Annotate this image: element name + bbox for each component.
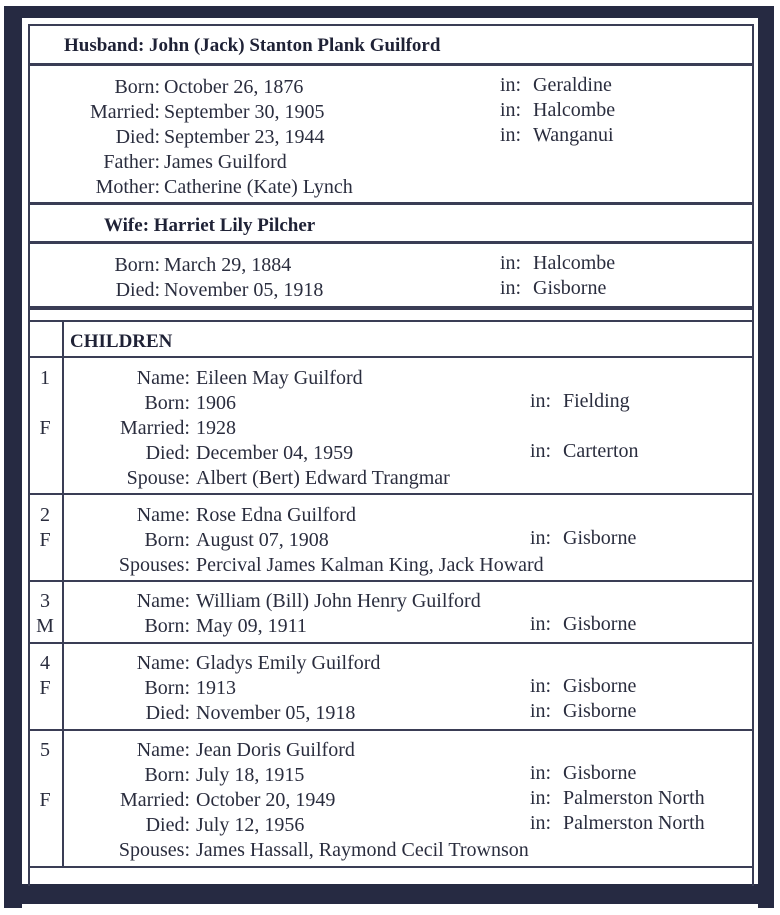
field-value: 1906 [196, 392, 236, 414]
place-value: Halcombe [533, 252, 616, 274]
husband-heading-label: Husband: [64, 35, 145, 56]
field-label: Died: [145, 442, 190, 464]
husband-heading [64, 34, 440, 58]
field-label: Spouse: [126, 467, 190, 489]
child-sex: F [39, 677, 51, 699]
child-number: 2 [40, 504, 50, 526]
place-value: Wanganui [533, 124, 614, 146]
child-sex: F [39, 417, 51, 439]
field-value: James Hassall, Raymond Cecil Trownson [196, 839, 529, 861]
field-value: William (Bill) John Henry Guilford [196, 590, 481, 612]
field-label: Mother: [95, 176, 160, 198]
field-label: Spouses: [118, 839, 190, 861]
child-number: 3 [40, 590, 50, 612]
field-label: Born: [144, 615, 190, 637]
field-label: Born: [144, 392, 190, 414]
field-label: Born: [144, 677, 190, 699]
rule-child-2-end [28, 580, 754, 582]
field-label: Name: [136, 652, 190, 674]
place-label: in: [530, 700, 552, 722]
place-label: in: [530, 675, 552, 697]
field-value: Rose Edna Guilford [196, 504, 356, 526]
place-value: Geraldine [533, 74, 612, 96]
place-value: Gisborne [563, 527, 637, 549]
rule-top [28, 24, 754, 26]
field-value: November 05, 1918 [164, 279, 324, 301]
field-label: Died: [115, 279, 160, 301]
place-value: Gisborne [563, 762, 637, 784]
field-label: Spouses: [118, 554, 190, 576]
place-label: in: [500, 99, 522, 121]
field-value: Jean Doris Guilford [196, 739, 355, 761]
place-label: in: [500, 277, 522, 299]
place-label: in: [530, 812, 552, 834]
frame-bottom-bar [22, 884, 758, 904]
field-value: 1913 [196, 677, 236, 699]
place-label: in: [500, 124, 522, 146]
wife-heading [104, 214, 315, 238]
field-label: Married: [120, 417, 190, 439]
place-value: Carterton [563, 440, 639, 462]
field-label: Married: [90, 101, 160, 123]
field-value: September 23, 1944 [164, 126, 325, 148]
field-label: Name: [136, 739, 190, 761]
place-label: in: [530, 762, 552, 784]
place-value: Gisborne [563, 700, 637, 722]
husband-name: John (Jack) Stanton Plank Guilford [149, 35, 441, 56]
child-sex: F [39, 789, 51, 811]
place-value: Halcombe [533, 99, 616, 121]
field-label: Died: [115, 126, 160, 148]
child-sex: F [39, 529, 51, 551]
place-value: Palmerston North [563, 812, 705, 834]
field-label: Born: [144, 764, 190, 786]
field-value: August 07, 1908 [196, 529, 329, 551]
place-value: Gisborne [533, 277, 607, 299]
frame-top-bar [22, 6, 758, 18]
place-label: in: [530, 787, 552, 809]
rule-husband-end [28, 202, 754, 205]
field-value: November 05, 1918 [196, 702, 356, 724]
field-value: December 04, 1959 [196, 442, 354, 464]
place-label: in: [500, 74, 522, 96]
place-label: in: [530, 390, 552, 412]
rule-child-3-end [28, 642, 754, 644]
wife-name: Harriet Lily Pilcher [153, 215, 316, 236]
inner-right-border [752, 24, 754, 886]
place-value: Palmerston North [563, 787, 705, 809]
place-label: in: [530, 440, 552, 462]
field-value: October 20, 1949 [196, 789, 336, 811]
field-label: Died: [145, 702, 190, 724]
rule-children-top [28, 320, 754, 322]
frame-right-bar [758, 6, 774, 908]
field-value: May 09, 1911 [196, 615, 307, 637]
child-number: 4 [40, 652, 50, 674]
child-number: 5 [40, 739, 50, 761]
field-value: 1928 [196, 417, 236, 439]
field-label: Died: [145, 814, 190, 836]
place-label: in: [530, 613, 552, 635]
place-label: in: [530, 527, 552, 549]
field-label: Name: [136, 504, 190, 526]
rule-wife-end [28, 306, 754, 310]
field-label: Born: [114, 76, 160, 98]
field-value: October 26, 1876 [164, 76, 304, 98]
field-value: Percival James Kalman King, Jack Howard [196, 554, 544, 576]
rule-children-end [28, 866, 754, 868]
field-value: Eileen May Guilford [196, 367, 363, 389]
place-value: Gisborne [563, 675, 637, 697]
field-value: September 30, 1905 [164, 101, 325, 123]
field-label: Born: [144, 529, 190, 551]
place-value: Gisborne [563, 613, 637, 635]
field-value: James Guilford [164, 151, 287, 173]
rule-children-header [28, 356, 754, 358]
rule-child-1-end [28, 493, 754, 495]
field-label: Born: [114, 254, 160, 276]
rule-husband-header [28, 63, 754, 66]
field-value: July 18, 1915 [196, 764, 305, 786]
field-label: Married: [120, 789, 190, 811]
place-label: in: [500, 252, 522, 274]
rule-wife-header [28, 241, 754, 244]
field-value: July 12, 1956 [196, 814, 305, 836]
field-value: March 29, 1884 [164, 254, 292, 276]
field-value: Catherine (Kate) Lynch [164, 176, 353, 198]
children-heading: CHILDREN [70, 331, 173, 352]
rule-child-4-end [28, 729, 754, 731]
child-sex: M [36, 615, 54, 637]
field-label: Father: [103, 151, 160, 173]
field-value: Albert (Bert) Edward Trangmar [196, 467, 450, 489]
wife-heading-label: Wife: [104, 215, 150, 236]
field-label: Name: [136, 590, 190, 612]
place-value: Fielding [563, 390, 630, 412]
child-number: 1 [40, 367, 50, 389]
field-value: Gladys Emily Guilford [196, 652, 381, 674]
field-label: Name: [136, 367, 190, 389]
